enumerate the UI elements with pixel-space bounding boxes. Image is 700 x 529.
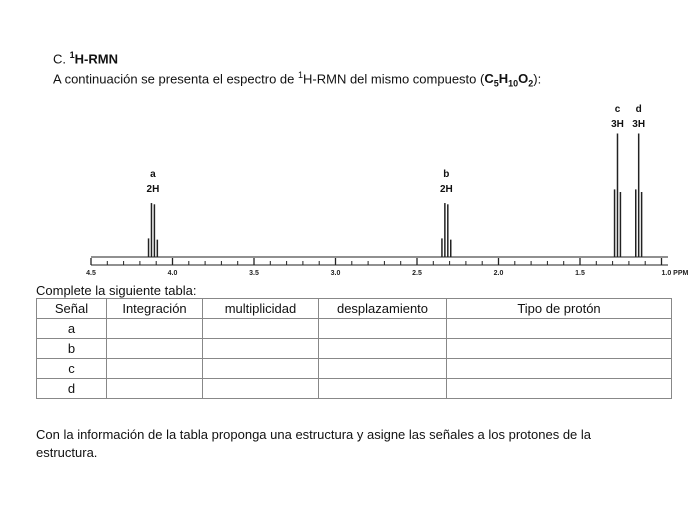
integration-cell[interactable]	[107, 379, 203, 399]
signal-letter: a	[150, 169, 156, 181]
intro-text-end: ):	[533, 71, 542, 87]
proton-type-cell[interactable]	[447, 339, 672, 359]
table-row	[37, 319, 672, 339]
axis-tick-label: 3.0	[330, 270, 341, 277]
molecular-formula: $C_5H_{10}O_2$	[484, 71, 534, 89]
integration-cell[interactable]	[107, 319, 203, 339]
shift-cell[interactable]	[319, 339, 447, 359]
row-signal-label: b	[37, 339, 107, 359]
ppm-axis	[86, 258, 688, 277]
integration-cell[interactable]	[107, 339, 203, 359]
multiplicity-cell[interactable]	[203, 379, 319, 399]
shift-cell[interactable]	[319, 359, 447, 379]
signal-integration: 2H	[439, 184, 453, 196]
signal-letter: d	[635, 104, 642, 115]
row-signal-label: a	[37, 319, 107, 339]
signal-integration: 3H	[632, 119, 646, 130]
intro-superscript: 1	[298, 70, 304, 80]
row-signal-label: c	[37, 359, 107, 379]
axis-tick-label: 3.5	[249, 270, 259, 277]
multiplicity-cell[interactable]	[203, 319, 319, 339]
signal-integration: 2H	[146, 184, 160, 196]
title-superscript: 1	[69, 50, 75, 60]
proton-type-cell[interactable]	[447, 379, 672, 399]
signal-labels	[147, 104, 646, 195]
axis-tick-label: 4.0	[167, 270, 178, 277]
axis-tick-label: 2.0	[493, 270, 504, 277]
signal-letter: c	[614, 104, 621, 115]
header-multiplicidad: multiplicidad	[203, 299, 319, 319]
multiplicity-cell[interactable]	[203, 339, 319, 359]
row-signal-label: d	[37, 379, 107, 399]
table-header-row	[37, 299, 672, 319]
multiplicity-cell[interactable]	[203, 359, 319, 379]
header-tipo-de-proton: Tipo de protón	[447, 299, 672, 319]
header-senal: Señal	[37, 299, 107, 319]
table-row	[37, 379, 672, 399]
axis-tick-label: 1.5	[575, 270, 585, 277]
signal-integration: 3H	[611, 119, 624, 130]
intro-text-b: H-RMN del mismo compuesto (	[303, 71, 485, 87]
axis-tick-label: 4.5	[86, 270, 96, 277]
table-row	[37, 339, 672, 359]
title-name: H-RMN	[74, 51, 118, 67]
shift-cell[interactable]	[319, 319, 447, 339]
axis-tick-label: 2.5	[412, 270, 422, 277]
table-row	[37, 359, 672, 379]
signal-letter: b	[443, 169, 450, 181]
table-instruction: Complete la siguiente tabla:	[36, 283, 197, 298]
integration-cell[interactable]	[107, 359, 203, 379]
proton-type-cell[interactable]	[447, 359, 672, 379]
intro-text-a: A continuación se presenta el espectro de	[53, 71, 298, 87]
axis-tick-label: 1.0 PPM	[661, 270, 689, 277]
header-integracion: Integración	[107, 299, 203, 319]
header-desplazamiento: desplazamiento	[319, 299, 447, 319]
section-prefix: C.	[53, 51, 66, 67]
spectrum-peaks	[91, 134, 668, 258]
instructions-paragraph: Con la información de la tabla proponga una estructura y asigne las señales a los protones de la estructura.	[36, 427, 592, 460]
answer-table	[36, 298, 672, 399]
proton-type-cell[interactable]	[447, 319, 672, 339]
shift-cell[interactable]	[319, 379, 447, 399]
